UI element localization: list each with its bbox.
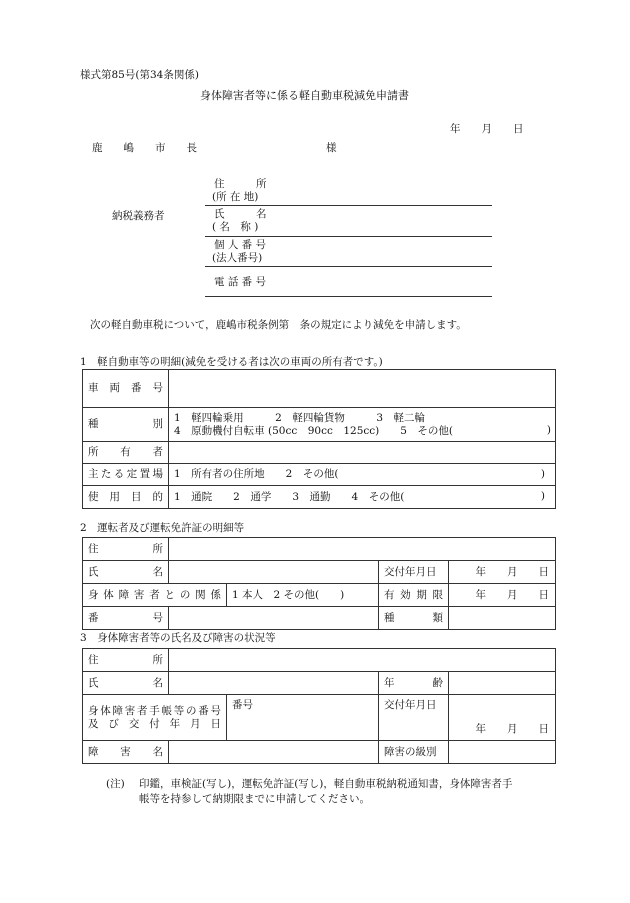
- license-issue-date-label: 交付年月日: [379, 561, 449, 584]
- type-options-line1: 1 軽四輪乗用 2 軽四輪貨物 3 軽二輪: [174, 411, 426, 424]
- person-name-field[interactable]: [169, 672, 379, 695]
- handbook-issue-date-field[interactable]: 年 月 日: [449, 695, 556, 741]
- purpose-options-text: 1 通院 2 通学 3 通勤 4 その他(: [174, 490, 405, 503]
- type-label: 種 別: [83, 408, 169, 442]
- disabled-person-table: [82, 648, 556, 764]
- type-options-line2: 4 原動機付自転車 (50cc 90cc 125cc) 5 その他(: [174, 424, 454, 437]
- location-options-text: 1 所有者の住所地 2 その他(: [174, 468, 339, 480]
- mayor-label: 鹿 嶋 市 長: [92, 142, 197, 154]
- section1-heading: 1 軽自動車等の明細(減免を受ける者は次の車両の所有者です。): [80, 356, 383, 368]
- purpose-close-paren: ): [540, 490, 545, 502]
- personal-number-field-line[interactable]: [205, 266, 492, 267]
- note-line2: 帳等を持参して納期限までに申請してください。: [139, 793, 370, 805]
- form-title: 身体障害者等に係る軽自動車税減免申請書: [200, 89, 409, 102]
- vehicle-number-field[interactable]: [169, 370, 556, 408]
- handbook-issue-date-label: 交付年月日: [379, 695, 449, 741]
- date-line: 年 月 日: [450, 123, 524, 135]
- owner-field[interactable]: [169, 442, 556, 464]
- disability-name-field[interactable]: [169, 741, 379, 764]
- handbook-number-label: 番号: [232, 699, 253, 711]
- purpose-label: 使 用 目 的: [83, 486, 169, 509]
- phone-label: 電 話 番 号: [214, 276, 267, 288]
- relation-label: 身体障害者との関係: [83, 584, 227, 607]
- taxpayer-name-label: 氏 名: [214, 208, 267, 220]
- license-kind-field[interactable]: [449, 607, 556, 630]
- person-address-field[interactable]: [169, 649, 556, 672]
- age-label: 年 齢: [379, 672, 449, 695]
- relation-options[interactable]: 1 本人 2 その他( ): [227, 584, 379, 607]
- handbook-label-line1: 身体障害者手帳等の番号: [88, 704, 221, 717]
- license-number-label: 番 号: [83, 607, 169, 630]
- address-field-line[interactable]: [205, 205, 492, 206]
- driver-name-field[interactable]: [169, 561, 379, 584]
- validity-label: 有 効 期 限: [379, 584, 449, 607]
- type-close-paren: ): [546, 424, 551, 436]
- license-number-field[interactable]: [169, 607, 379, 630]
- license-kind-label: 種 類: [379, 607, 449, 630]
- disability-grade-label: 障害の級別: [379, 741, 449, 764]
- disability-name-label: 障 害 名: [83, 741, 169, 764]
- driver-name-label: 氏 名: [83, 561, 169, 584]
- person-name-label: 氏 名: [83, 672, 169, 695]
- person-address-label: 住 所: [83, 649, 169, 672]
- type-options[interactable]: [169, 408, 556, 442]
- owner-label: 所 有 者: [83, 442, 169, 464]
- note-line1: 印鑑，車検証(写し)，運転免許証(写し)，軽自動車税納税通知書，身体障害者手: [139, 778, 513, 790]
- personal-number-label: 個 人 番 号: [214, 239, 267, 251]
- taxpayer-label: 納税義務者: [112, 210, 165, 222]
- mayor-sama: 様: [326, 142, 337, 154]
- personal-number-sub: (法人番号): [212, 252, 263, 264]
- handbook-label: [83, 695, 227, 741]
- vehicle-number-label: 車 両 番 号: [83, 370, 169, 408]
- section2-heading: 2 運転者及び運転免許証の明細等: [80, 522, 245, 534]
- taxpayer-address-sub: (所 在 地): [212, 191, 259, 203]
- purpose-options[interactable]: [169, 486, 556, 509]
- note-prefix: (注): [106, 778, 125, 790]
- validity-field[interactable]: 年 月 日: [449, 584, 556, 607]
- location-options[interactable]: [169, 464, 556, 486]
- form-number: 様式第85号(第34条関係): [80, 69, 199, 81]
- age-field[interactable]: [449, 672, 556, 695]
- taxpayer-address-label: 住 所: [214, 178, 267, 190]
- location-label: 主たる定置場: [83, 464, 169, 486]
- name-field-line[interactable]: [205, 236, 492, 237]
- location-close-paren: ): [540, 468, 545, 480]
- handbook-number-field[interactable]: [227, 695, 379, 741]
- vehicle-table: [82, 369, 556, 509]
- driver-address-label: 住 所: [83, 538, 169, 561]
- driver-table: [82, 537, 556, 630]
- driver-address-field[interactable]: [169, 538, 556, 561]
- phone-field-line[interactable]: [205, 296, 492, 297]
- disability-grade-field[interactable]: [449, 741, 556, 764]
- handbook-label-line2: 及び交付年月日: [88, 717, 221, 730]
- intro-text: 次の軽自動車税について，鹿嶋市税条例第 条の規定により減免を申請します。: [90, 319, 467, 331]
- license-issue-date-field[interactable]: 年 月 日: [449, 561, 556, 584]
- taxpayer-name-sub: ( 名 称 ): [212, 221, 259, 233]
- section3-heading: 3 身体障害者等の氏名及び障害の状況等: [80, 632, 276, 644]
